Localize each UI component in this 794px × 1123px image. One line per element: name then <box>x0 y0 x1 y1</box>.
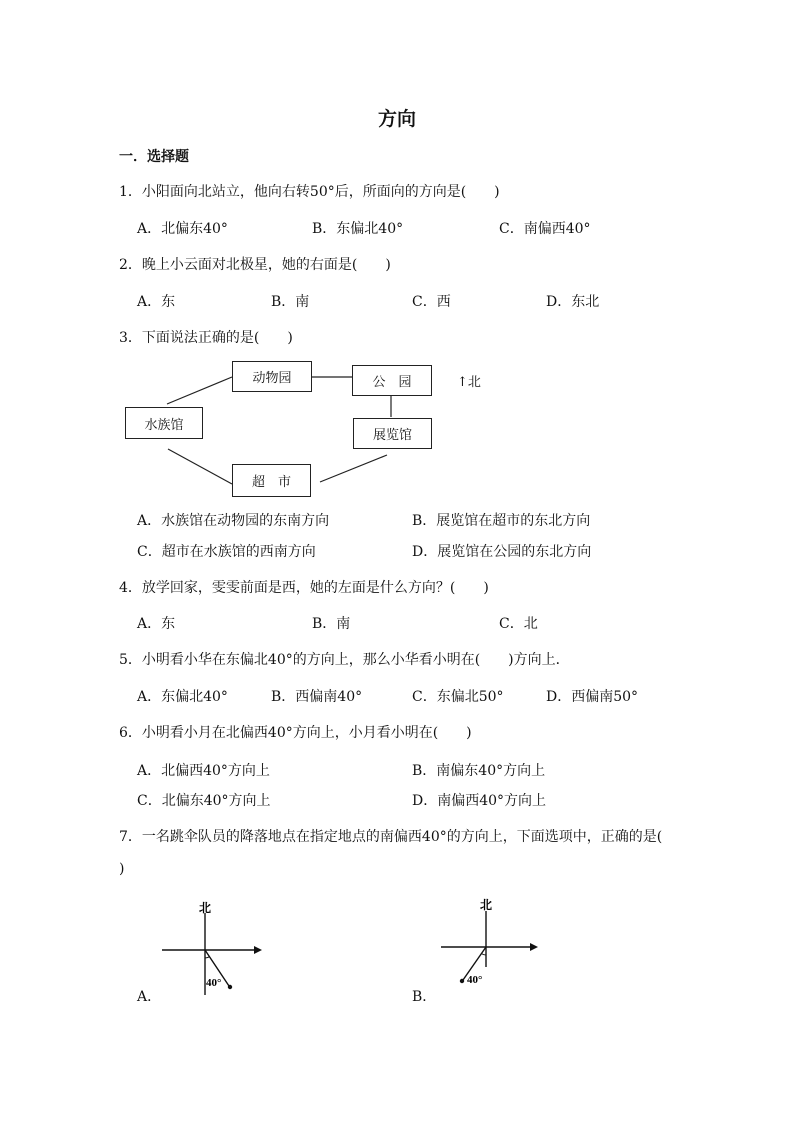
figure-b-north-label: 北 <box>480 898 493 912</box>
page-title: 方向 <box>377 108 416 130</box>
q3-option-d[interactable]: D．展览馆在公园的东北方向 <box>412 544 592 560</box>
q3-option-b[interactable]: B．展览馆在超市的东北方向 <box>412 513 591 529</box>
figure-a-north-label: 北 <box>199 901 212 915</box>
compass-figure-b <box>430 895 550 995</box>
q3-option-c[interactable]: C．超市在水族馆的西南方向 <box>137 544 316 560</box>
q1-option-b[interactable]: B．东偏北40° <box>312 221 404 237</box>
q4-option-a[interactable]: A．东 <box>137 616 176 632</box>
north-arrow-icon: ↑北 <box>457 375 481 390</box>
question-6: 6．小明看小月在北偏西40°方向上，小月看小明在( ) <box>119 725 472 741</box>
figure-b-angle-label: 40° <box>467 974 483 986</box>
question-2: 2．晚上小云面对北极星，她的右面是( ) <box>119 257 391 273</box>
q6-option-a[interactable]: A．北偏西40°方向上 <box>137 763 270 779</box>
map-supermarket-box: 超 市 <box>232 464 311 497</box>
q2-option-a[interactable]: A．东 <box>137 294 176 310</box>
question-3: 3．下面说法正确的是( ) <box>119 330 293 346</box>
question-1: 1．小阳面向北站立，他向右转50°后，所面向的方向是( ) <box>119 184 500 200</box>
q1-option-a[interactable]: A．北偏东40° <box>137 221 228 237</box>
map-zoo-box: 动物园 <box>232 361 312 392</box>
q5-option-d[interactable]: D．西偏南50° <box>546 689 639 705</box>
q2-option-d[interactable]: D．东北 <box>546 294 600 310</box>
question-5: 5．小明看小华在东偏北40°的方向上，那么小华看小明在( )方向上． <box>119 652 570 668</box>
q5-option-c[interactable]: C．东偏北50° <box>412 689 504 705</box>
q2-option-b[interactable]: B．南 <box>271 294 310 310</box>
q4-option-c[interactable]: C．北 <box>499 616 538 632</box>
section-heading: 一．选择题 <box>119 149 189 165</box>
q6-option-c[interactable]: C．北偏东40°方向上 <box>137 793 271 809</box>
q7-option-b[interactable]: B． <box>412 989 437 1005</box>
q2-option-c[interactable]: C．西 <box>412 294 451 310</box>
q1-option-c[interactable]: C．南偏西40° <box>499 221 591 237</box>
q6-option-d[interactable]: D．南偏西40°方向上 <box>412 793 547 809</box>
question-7-line-1: 7．一名跳伞队员的降落地点在指定地点的南偏西40°的方向上，下面选项中，正确的是( <box>119 829 663 845</box>
q7-option-a[interactable]: A． <box>137 989 162 1005</box>
q3-option-a[interactable]: A．水族馆在动物园的东南方向 <box>137 513 330 529</box>
map-exhibition-box: 展览馆 <box>353 418 432 449</box>
question-4: 4．放学回家，雯雯前面是西，她的左面是什么方向？( ) <box>119 580 489 596</box>
map-park-box: 公 园 <box>352 365 432 396</box>
q6-option-b[interactable]: B．南偏东40°方向上 <box>412 763 546 779</box>
question-7-line-2: ) <box>119 861 125 877</box>
q5-option-a[interactable]: A．东偏北40° <box>137 689 228 705</box>
compass-figure-a <box>150 895 270 1000</box>
q4-option-b[interactable]: B．南 <box>312 616 351 632</box>
q5-option-b[interactable]: B．西偏南40° <box>271 689 363 705</box>
figure-a-angle-label: 40° <box>206 977 222 989</box>
map-aquarium-box: 水族馆 <box>125 407 203 439</box>
